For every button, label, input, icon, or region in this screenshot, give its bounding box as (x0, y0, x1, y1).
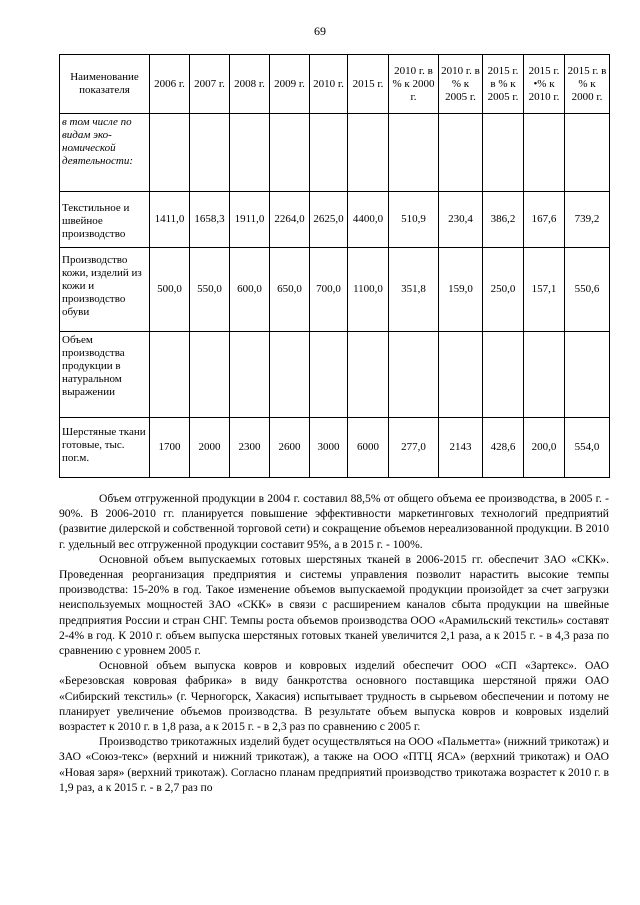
page-number: 69 (314, 24, 326, 38)
table-cell (524, 332, 565, 418)
table-cell (310, 114, 348, 192)
table-cell (483, 332, 524, 418)
col-header: 2009 г. (270, 55, 310, 114)
table-cell (439, 114, 483, 192)
table-cell (348, 114, 389, 192)
row-name: Текстильное и швейное производство (60, 192, 150, 248)
table-cell: 6000 (348, 418, 389, 478)
table-cell (190, 332, 230, 418)
table-cell (190, 114, 230, 192)
col-header: 2008 г. (230, 55, 270, 114)
table-cell: 600,0 (230, 248, 270, 332)
table-cell (483, 114, 524, 192)
table-cell: 277,0 (389, 418, 439, 478)
table-cell: 1100,0 (348, 248, 389, 332)
table-cell: 2264,0 (270, 192, 310, 248)
table-cell (230, 114, 270, 192)
table-cell: 4400,0 (348, 192, 389, 248)
table-cell (524, 114, 565, 192)
table-cell: 428,6 (483, 418, 524, 478)
table-cell: 1411,0 (150, 192, 190, 248)
row-name: в том числе по видам эко-номической деятельности: (60, 114, 150, 192)
col-header: 2015 г. (348, 55, 389, 114)
table-cell: 2000 (190, 418, 230, 478)
table-cell: 510,9 (389, 192, 439, 248)
table-cell: 2143 (439, 418, 483, 478)
table-row (60, 332, 610, 418)
table-cell: 739,2 (565, 192, 610, 248)
col-header: 2006 г. (150, 55, 190, 114)
col-header: 2010 г. (310, 55, 348, 114)
table-cell: 200,0 (524, 418, 565, 478)
table-cell: 230,4 (439, 192, 483, 248)
table-cell: 250,0 (483, 248, 524, 332)
col-header: 2007 г. (190, 55, 230, 114)
table-cell (150, 332, 190, 418)
table-cell: 2300 (230, 418, 270, 478)
table-header-row (60, 55, 610, 114)
table-cell: 500,0 (150, 248, 190, 332)
table-cell (389, 114, 439, 192)
table-cell: 3000 (310, 418, 348, 478)
table-cell: 157,1 (524, 248, 565, 332)
col-header: 2015 г. •% к 2010 г. (524, 55, 565, 114)
table-cell: 550,6 (565, 248, 610, 332)
table-cell (439, 332, 483, 418)
col-header: Наименование показателя (60, 55, 150, 114)
table-cell: 554,0 (565, 418, 610, 478)
table-cell: 386,2 (483, 192, 524, 248)
table-cell: 351,8 (389, 248, 439, 332)
table-row (60, 192, 610, 248)
paragraph: Объем отгруженной продукции в 2004 г. составил 88,5% от общего объема ее производства, в 2005 г. - 90%. В 2006-2010 гг. планируется повышение эффективности маркетинговых технологий предприятий (развитие дилерской и собственной торговой сети) и сокращение объемов нереализованной продукции. В 2010 г. удельный вес отгруженной продукции составит 95%, а в 2015 г. - 100%. (59, 492, 609, 551)
col-header: 2015 г. в % к 2000 г. (565, 55, 610, 114)
table-cell: 2600 (270, 418, 310, 478)
paragraph: Основной объем выпуска ковров и ковровых изделий обеспечит ООО «СП «Зартекс». ОАО «Березовская ковровая фабрика» в виду банкротства основного поставщика шерстяной пряжи ОАО «Сибирский текстиль» (г. Черногорск, Хакасия) испытывает трудность в сырьевом обеспечении и потому не планирует увеличение объемов производства. В результате объем выпуска ковров и ковровых изделий возрастет к 2010 г. в 1,8 раза, а к 2015 г. - в 2,3 раз по сравнению с 2005 г. (59, 659, 609, 734)
table-cell (230, 332, 270, 418)
table-row (60, 248, 610, 332)
table-cell: 167,6 (524, 192, 565, 248)
col-header: 2010 г. в % к 2005 г. (439, 55, 483, 114)
indicators-table (59, 54, 610, 478)
table-cell: 550,0 (190, 248, 230, 332)
row-name: Объем производства продукции в натуральном выражении (60, 332, 150, 418)
table-cell (389, 332, 439, 418)
table-cell (565, 332, 610, 418)
row-name: Производство кожи, изделий из кожи и производство обуви (60, 248, 150, 332)
col-header: 2015 г. в % к 2005 г. (483, 55, 524, 114)
table-cell: 1700 (150, 418, 190, 478)
table-cell (310, 332, 348, 418)
row-name: Шерстяные ткани готовые, тыс. пог.м. (60, 418, 150, 478)
table-cell (348, 332, 389, 418)
table-cell (270, 114, 310, 192)
table-row (60, 114, 610, 192)
table-cell (270, 332, 310, 418)
table-cell (150, 114, 190, 192)
table-cell: 159,0 (439, 248, 483, 332)
table-cell: 650,0 (270, 248, 310, 332)
table-cell: 700,0 (310, 248, 348, 332)
table-cell (565, 114, 610, 192)
table-cell: 2625,0 (310, 192, 348, 248)
table-cell: 1658,3 (190, 192, 230, 248)
paragraph: Производство трикотажных изделий будет осуществляться на ООО «Пальметта» (нижний трикотаж) и ЗАО «Союз-текс» (верхний и нижний трикотаж), а также на ООО «ПТЦ ЯСА» (верхний трикотаж) и ОАО «Новая заря» (верхний трикотаж). Согласно планам предприятий производство трикотажа возрастет к 2010 г. в 1,9 раз, а к 2015 г. - в 2,7 раз по (59, 735, 609, 794)
table-cell: 1911,0 (230, 192, 270, 248)
body-text (59, 491, 609, 795)
table-row (60, 418, 610, 478)
col-header: 2010 г. в % к 2000 г. (389, 55, 439, 114)
paragraph: Основной объем выпускаемых готовых шерстяных тканей в 2006-2015 гг. обеспечит ЗАО «СКК». Проведенная реорганизация предприятия и системы управления позволит нарастить высокие темпы производства: 15-20% в год. Такое изменение объемов выпускаемой продукции произойдет за счет загрузки неиспользуемых мощностей ЗАО «СКК» в связи с расширением каналов сбыта продукции на швейные предприятия России и стран СНГ. Темпы роста объемов производства ООО «Арамильский текстиль» составят 2-4% в год. К 2010 г. объем выпуска шерстяных готовых тканей увеличится 2,1 раза, а к 2015 г. - в 4,3 раза по сравнению с уровнем 2005 г. (59, 552, 609, 658)
